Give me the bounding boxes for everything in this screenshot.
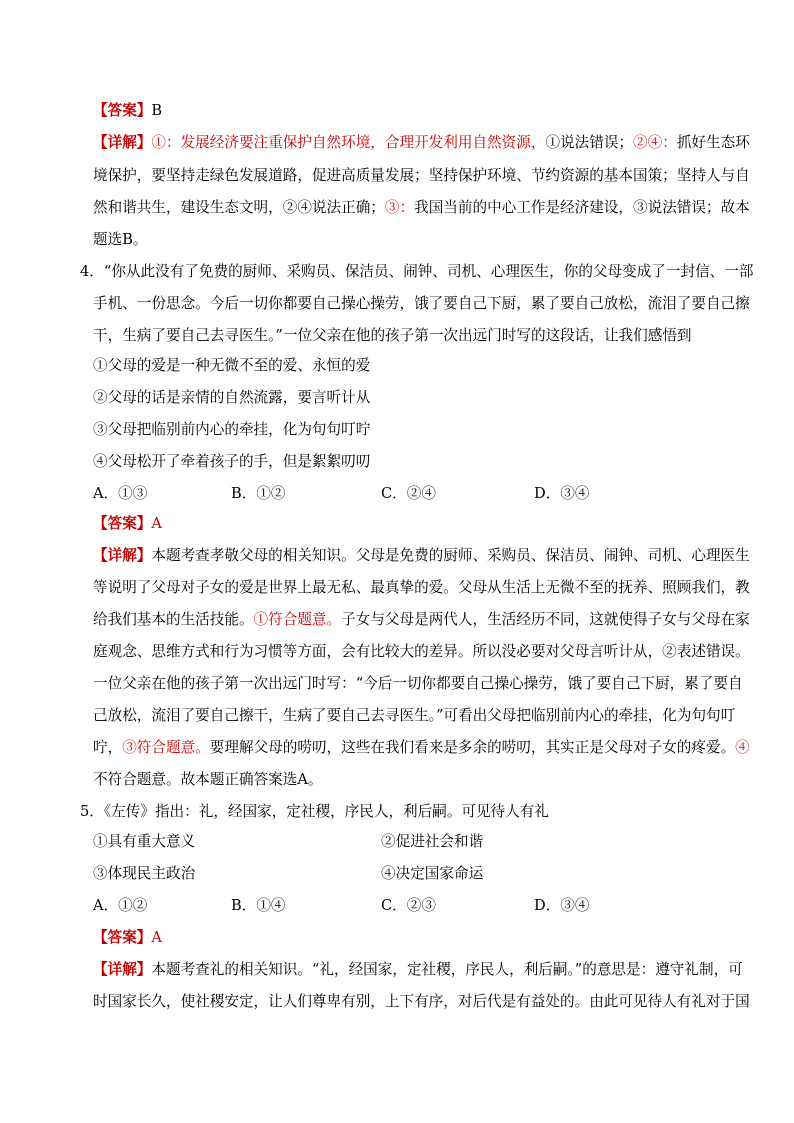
q5-statement-1: ①具有重大意义 bbox=[93, 833, 196, 850]
detail-text: ①符合题意。 bbox=[253, 611, 342, 628]
q4-stem-line-3: 干，生病了要自己去寻医生。”一位父亲在他的孩子第一次出远门时写的这段话，让我们感悟到 bbox=[93, 327, 692, 344]
detail-text: 我国当前的中心工作是经济建设，③说法错误；故本 bbox=[414, 199, 750, 216]
answer-tag: 【答案】 bbox=[93, 929, 152, 946]
detail-tag: 【详解】 bbox=[93, 547, 152, 564]
detail-text: ②④： bbox=[633, 134, 677, 151]
q4-option-d: D．③④ bbox=[534, 485, 590, 502]
q4-option-b: B．①② bbox=[231, 485, 286, 502]
q4-statement-1: ①父母的爱是一种无微不至的爱、永恒的爱 bbox=[93, 357, 371, 374]
q3-detail-line-2: 境保护，要坚持走绿色发展道路，促进高质量发展；坚持保护环境、节约资源的基本国策；坚持人与自 bbox=[93, 167, 750, 184]
detail-text: 给我们基本的生活技能。 bbox=[93, 611, 254, 628]
q5-option-c: C．②③ bbox=[381, 897, 436, 914]
q4-answer-line bbox=[93, 514, 162, 534]
answer-value: B bbox=[151, 102, 163, 119]
q4-statement-2: ②父母的话是亲情的自然流露，要言听计从 bbox=[93, 389, 371, 406]
q3-detail-line-3 bbox=[93, 198, 750, 218]
detail-text: 本题考查孝敬父母的相关知识。父母是免费的厨师、采购员、保洁员、闹钟、司机、心理医生 bbox=[151, 547, 750, 564]
q5-stem: 5．《左传》指出：礼，经国家，定社稷，序民人，利后嗣。可见待人有礼 bbox=[80, 803, 549, 820]
q4-statement-3: ③父母把临别前内心的牵挂，化为句句叮咛 bbox=[93, 421, 371, 438]
q4-stem-line-2: 手机、一份思念。今后一切你都要自己操心操劳，饿了要自己下厨，累了要自己放松，流泪了要自己擦 bbox=[93, 295, 750, 312]
q4-detail-line-4: 庭观念、思维方式和行为习惯等方面，会有比较大的差异。所以没必要对父母言听计从，②表述错误。 bbox=[93, 643, 750, 660]
q5-option-a: A．①② bbox=[93, 897, 148, 914]
q4-detail-line-7 bbox=[93, 738, 750, 758]
q4-detail-line-5: 一位父亲在他的孩子第一次出远门时写：“今后一切你都要自己操心操劳，饿了要自己下厨，累了要自 bbox=[93, 675, 743, 692]
detail-text: 咛， bbox=[93, 739, 123, 756]
detail-text: ①说法错误； bbox=[545, 134, 634, 151]
q5-option-b: B．①④ bbox=[231, 897, 286, 914]
q4-option-a: A．①③ bbox=[93, 485, 148, 502]
q4-option-c: C．②④ bbox=[381, 485, 436, 502]
detail-tag: 【详解】 bbox=[93, 134, 152, 151]
q4-detail-line-8: 不符合题意。故本题正确答案选A。 bbox=[93, 771, 323, 788]
detail-text: 要理解父母的唠叨，这些在我们看来是多余的唠叨，其实正是父母对子女的疼爱。 bbox=[209, 739, 736, 756]
q3-detail-line-4: 题选B。 bbox=[93, 231, 148, 248]
q5-answer-line bbox=[93, 928, 162, 948]
q5-statement-2: ②促进社会和谐 bbox=[381, 833, 484, 850]
q5-option-d: D．③④ bbox=[534, 897, 590, 914]
detail-text: ①：发展经济要注重保护自然环境，合理开发利用自然资源， bbox=[151, 134, 546, 151]
detail-text: ③： bbox=[384, 199, 415, 216]
q3-detail-line-1 bbox=[93, 133, 750, 153]
q4-detail-line-3 bbox=[93, 610, 750, 630]
q3-answer-line bbox=[93, 101, 162, 121]
detail-text: 本题考查礼的相关知识。“礼，经国家，定社稷，序民人，利后嗣。”的意思是：遵守礼制，可 bbox=[151, 961, 743, 978]
answer-value: A bbox=[151, 929, 162, 946]
detail-text: ④ bbox=[735, 739, 750, 756]
answer-tag: 【答案】 bbox=[93, 102, 152, 119]
answer-tag: 【答案】 bbox=[93, 515, 152, 532]
detail-text: ③符合题意。 bbox=[122, 739, 210, 756]
q4-detail-line-1 bbox=[93, 546, 750, 566]
answer-value: A bbox=[151, 515, 162, 532]
detail-text: 子女与父母是两代人，生活经历不同，这就使得子女与父母在家 bbox=[341, 611, 750, 628]
detail-tag: 【详解】 bbox=[93, 961, 152, 978]
q5-statement-3: ③体现民主政治 bbox=[93, 865, 196, 882]
q5-detail-line-1 bbox=[93, 960, 743, 980]
q4-stem-line-1: 4．“你从此没有了免费的厨师、采购员、保洁员、闹钟、司机、心理医生，你的父母变成了一封信、一部 bbox=[80, 263, 754, 280]
q4-statement-4: ④父母松开了牵着孩子的手，但是絮絮叨叨 bbox=[93, 453, 371, 470]
q5-statement-4: ④决定国家命运 bbox=[381, 865, 484, 882]
q5-detail-line-2: 时国家长久，使社稷安定，让人们尊卑有别，上下有序，对后代是有益处的。由此可见待人有礼对于国 bbox=[93, 993, 750, 1010]
q4-detail-line-2: 等说明了父母对子女的爱是世界上最无私、最真挚的爱。父母从生活上无微不至的抚养、照顾我们，教 bbox=[93, 579, 750, 596]
detail-text: 然和谐共生，建设生态文明，②④说法正确； bbox=[93, 199, 385, 216]
detail-text: 抓好生态环 bbox=[676, 134, 750, 151]
q4-detail-line-6: 己放松，流泪了要自己擦干，生病了要自己去寻医生。”可看出父母把临别前内心的牵挂，化为句句叮 bbox=[93, 707, 736, 724]
